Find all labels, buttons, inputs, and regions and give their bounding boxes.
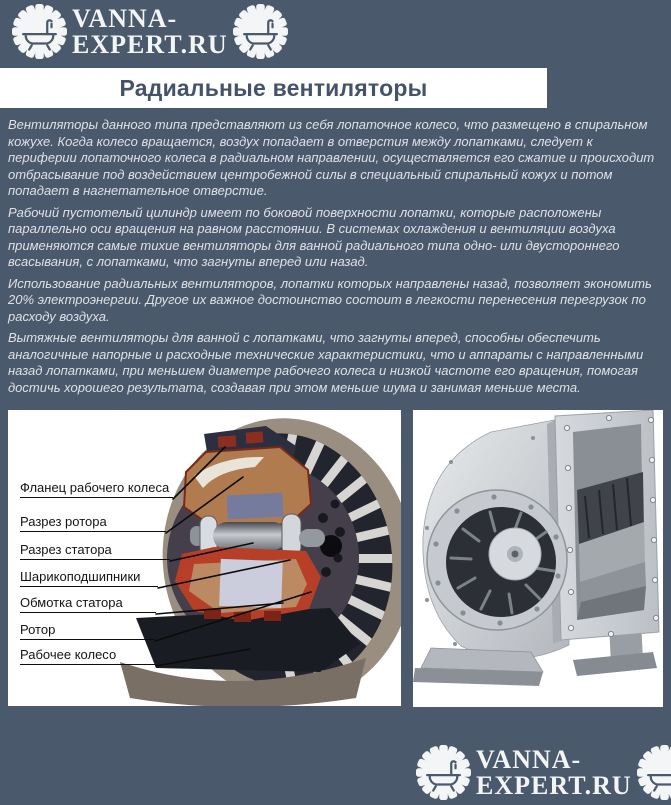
fan-cutaway-diagram [8, 410, 401, 706]
radial-fan-photo [413, 410, 663, 707]
diagram-label: Фланец рабочего колеса [20, 480, 173, 498]
article-paragraph: Вентиляторы данного типа представляют из себя лопаточное колесо, что размещено в спиральном кожухе. Когда колесо вращается, воздух попадает в отверстия между лопатками, следует к периферии лопаточного колеса в радиальном направлении, осуществляется его сжатие и происходит отбрасывание под воздействием центробежной силы в специальный спиральный кожух и потом попадает в нагнетательное отверстие. [8, 117, 655, 198]
gear-bathtub-icon [12, 4, 67, 59]
diagram-label: Разрез статора [20, 542, 170, 560]
radial-fan-illustration [413, 410, 663, 707]
diagram-label: Разрез ротора [20, 514, 166, 532]
article-paragraph: Рабочий пустотелый цилиндр имеет по боковой поверхности лопатки, которые расположены параллельно оси вращения на равном расстоянии. В системах охлаждения и вентиляции воздуха применяются самые тихие вентиляторы для ванной радиального типа одно- или двустороннего всасывания, с лопатками, что загнуты вперед или назад. [8, 204, 620, 269]
gear-bathtub-icon [233, 4, 288, 59]
article-paragraph: Вытяжные вентиляторы для ванной с лопатками, что загнуты вперед, способны обеспечить аналогичные напорные и расходные технические характеристики, что и аппараты с направленными назад лопатками, при меньшем диаметре рабочего колеса и низкой частоте его вращения, помогая достичь хорошего результата, создавая при этом меньше шума и занимая меньше места. [8, 330, 644, 395]
site-logo[interactable] [12, 4, 288, 59]
logo-line2: EXPERT.RU [72, 29, 228, 59]
diagram-label: Шарикоподшипники [20, 569, 158, 587]
diagram-label: Рабочее колесо [20, 647, 156, 665]
site-logo[interactable] [416, 745, 671, 800]
logo-line1: VANNA- [72, 3, 178, 33]
article-paragraph: Использование радиальных вентиляторов, лопатки которых направлены назад, позволяет экономить 20% электроэнергии. Другое их важное достоинство состоит в легкости перенесения перегрузок по расходу воздуха. [8, 275, 652, 324]
logo-text [476, 744, 632, 800]
logo-line1: VANNA- [476, 744, 582, 774]
gear-bathtub-icon [416, 745, 471, 800]
article [8, 117, 660, 401]
diagram-label: Обмотка статора [20, 595, 156, 613]
page-title: Радиальные вентиляторы [119, 74, 428, 101]
logo-text [72, 3, 228, 59]
diagram-label: Ротор [20, 622, 155, 640]
gear-bathtub-icon [637, 745, 671, 800]
title-bar [0, 68, 547, 108]
logo-line2: EXPERT.RU [476, 770, 632, 800]
